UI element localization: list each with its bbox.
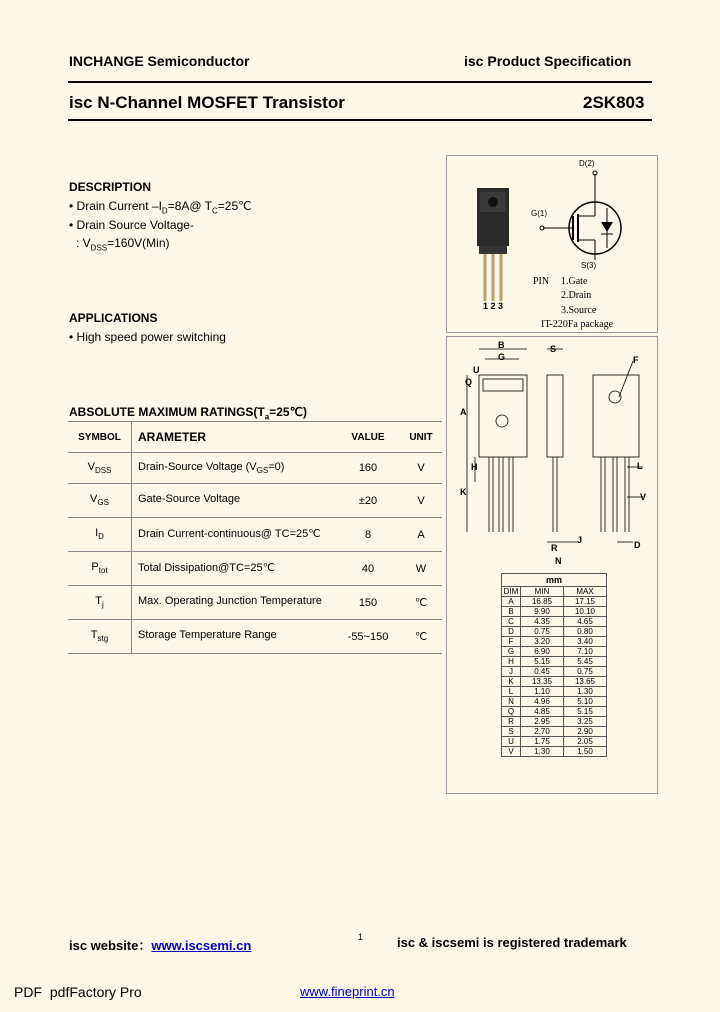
page-title: isc N-Channel MOSFET Transistor xyxy=(69,93,345,112)
dim-cell: 7.10 xyxy=(564,647,607,657)
dim-label-u: U xyxy=(473,365,480,375)
part-number: 2SK803 xyxy=(583,93,645,112)
dimension-table xyxy=(501,573,607,757)
applications-heading: APPLICATIONS xyxy=(69,311,158,325)
rating-parameter: Drain Current-continuous@ TC=25℃ xyxy=(132,518,337,552)
dim-cell: 4.96 xyxy=(521,697,564,707)
pdf-label: PDF xyxy=(14,984,42,1000)
drain-label: D(2) xyxy=(579,159,595,168)
dim-label-g: G xyxy=(498,352,506,362)
website-line: isc website：www.iscsemi.cn xyxy=(69,938,252,953)
rating-symbol: $T_j$ xyxy=(68,586,132,620)
dim-row xyxy=(502,677,607,687)
dim-cell: 10.10 xyxy=(564,607,607,617)
pdf-footer xyxy=(14,984,142,1000)
dim-row xyxy=(502,697,607,707)
dim-cell: 4.65 xyxy=(564,617,607,627)
dim-row xyxy=(502,637,607,647)
dim-label-h: H xyxy=(471,462,478,472)
dim-cell: 9.90 xyxy=(521,607,564,617)
dim-cell: 5.45 xyxy=(564,657,607,667)
rating-value: -55~150 xyxy=(336,620,400,654)
dim-label-r: R xyxy=(551,543,558,553)
rating-unit: W xyxy=(400,552,442,586)
pin-heading: PIN xyxy=(533,276,550,287)
dim-cell: 1.50 xyxy=(564,747,607,757)
dim-label-l: L xyxy=(637,461,643,471)
rating-row xyxy=(68,620,442,654)
dim-cell: 3.20 xyxy=(521,637,564,647)
col-unit: UNIT xyxy=(400,422,442,453)
gate-label: G(1) xyxy=(531,209,547,218)
dim-cell: 2.70 xyxy=(521,727,564,737)
ratings-heading: ABSOLUTE MAXIMUM $RATINGS(T_a=25℃)$ xyxy=(69,405,308,422)
dim-cell: A xyxy=(502,597,521,607)
dim-cell: 17.15 xyxy=(564,597,607,607)
dim-cell: S xyxy=(502,727,521,737)
spec-label: isc Product Specification xyxy=(464,53,632,69)
dim-cell: U xyxy=(502,737,521,747)
dim-cell: 13.65 xyxy=(564,677,607,687)
dim-row xyxy=(502,627,607,637)
dim-cell: 1.75 xyxy=(521,737,564,747)
rating-value: 40 xyxy=(336,552,400,586)
rating-value: 150 xyxy=(336,586,400,620)
website-link[interactable]: www.iscsemi.cn xyxy=(151,938,252,953)
rating-row xyxy=(68,484,442,518)
package-name: IT-220Fa package xyxy=(541,319,614,330)
dim-cell: G xyxy=(502,647,521,657)
dim-label-d: D xyxy=(634,540,641,550)
dim-unit: mm xyxy=(502,574,607,587)
title-rule xyxy=(68,119,652,121)
applications-item: • High speed power switching xyxy=(69,330,226,344)
dim-cell: F xyxy=(502,637,521,647)
rating-unit: A xyxy=(400,518,442,552)
fineprint-link[interactable]: www.fineprint.cn xyxy=(300,984,395,999)
rating-row xyxy=(68,518,442,552)
dim-cell: 3.25 xyxy=(564,717,607,727)
dim-row xyxy=(502,687,607,697)
description-line-3: : $V_{DSS}=160V(Min)$ xyxy=(76,236,170,253)
description-line-2: • Drain Source Voltage- xyxy=(69,218,194,232)
rating-value: 8 xyxy=(336,518,400,552)
source-label: S(3) xyxy=(581,261,597,270)
dim-cell: D xyxy=(502,627,521,637)
package-box xyxy=(446,155,658,333)
dim-cell: 1.30 xyxy=(521,747,564,757)
rating-symbol: $V_{GS}$ xyxy=(68,484,132,518)
rating-parameter: Gate-Source Voltage xyxy=(132,484,337,518)
dim-label-v: V xyxy=(640,492,647,502)
dim-label-b: B xyxy=(498,340,505,350)
col-value: VALUE xyxy=(336,422,400,453)
rating-row xyxy=(68,453,442,484)
ratings-table xyxy=(68,421,442,654)
rating-parameter: Drain-Source Voltage $(V_{GS}=0)$ xyxy=(132,453,337,484)
page-mark: 1 xyxy=(358,932,364,942)
rating-symbol: $V_{DSS}$ xyxy=(68,453,132,484)
dim-label-n: N xyxy=(555,556,562,566)
dim-cell: 0.45 xyxy=(521,667,564,677)
dim-label-q: Q xyxy=(465,377,473,387)
dim-label-a: A xyxy=(460,407,467,417)
rating-unit: ℃ xyxy=(400,620,442,654)
dim-cell: V xyxy=(502,747,521,757)
company-name: INCHANGE Semiconductor xyxy=(69,53,250,69)
dim-cell: 2.05 xyxy=(564,737,607,747)
ratings-header-row xyxy=(68,422,442,453)
dim-col-min: MIN xyxy=(521,587,564,597)
trademark-text: isc & iscsemi is registered trademark xyxy=(397,935,627,950)
dim-row xyxy=(502,707,607,717)
rating-unit: ℃ xyxy=(400,586,442,620)
dim-cell: J xyxy=(502,667,521,677)
dim-row xyxy=(502,667,607,677)
dim-cell: 2.90 xyxy=(564,727,607,737)
dim-cell: Q xyxy=(502,707,521,717)
dim-cell: R xyxy=(502,717,521,727)
pin-1: 1.Gate xyxy=(561,276,588,287)
dim-row xyxy=(502,617,607,627)
rating-parameter: Total Dissipation@TC=25℃ xyxy=(132,552,337,586)
dim-cell: 0.75 xyxy=(564,667,607,677)
rating-symbol: $I_D$ xyxy=(68,518,132,552)
dim-cell: 0.80 xyxy=(564,627,607,637)
col-symbol: SYMBOL xyxy=(68,422,132,453)
dim-cell: 16.85 xyxy=(521,597,564,607)
dim-cell: K xyxy=(502,677,521,687)
dim-cell: H xyxy=(502,657,521,667)
dim-row xyxy=(502,747,607,757)
rating-symbol: $P_{tot}$ xyxy=(68,552,132,586)
pin-2: 2.Drain xyxy=(561,290,592,301)
rating-row xyxy=(68,586,442,620)
dim-cell: 1.30 xyxy=(564,687,607,697)
dim-col-dim: DIM xyxy=(502,587,521,597)
rating-row xyxy=(68,552,442,586)
dim-cell: L xyxy=(502,687,521,697)
top-rule xyxy=(68,81,652,83)
dim-cell: 3.40 xyxy=(564,637,607,647)
dim-cell: 4.85 xyxy=(521,707,564,717)
dim-row xyxy=(502,597,607,607)
dimension-box xyxy=(446,336,658,794)
pin-3: 3.Source xyxy=(561,305,597,316)
rating-parameter: Max. Operating Junction Temperature xyxy=(132,586,337,620)
dim-col-max: MAX xyxy=(564,587,607,597)
dimension-table-wrap xyxy=(501,573,607,757)
dim-row xyxy=(502,717,607,727)
dim-cell: 5.10 xyxy=(564,697,607,707)
package-drawing xyxy=(447,156,657,332)
lead-numbers: 1 2 3 xyxy=(483,301,504,311)
dim-row xyxy=(502,657,607,667)
dim-row xyxy=(502,607,607,617)
dim-row xyxy=(502,727,607,737)
rating-parameter: Storage Temperature Range xyxy=(132,620,337,654)
dim-cell: 0.75 xyxy=(521,627,564,637)
ratings-table-wrap xyxy=(68,421,442,654)
dim-label-s: S xyxy=(550,344,557,354)
dim-cell: N xyxy=(502,697,521,707)
dim-label-j: J xyxy=(577,535,583,545)
dim-label-f: F xyxy=(633,355,639,365)
dim-cell: 1.10 xyxy=(521,687,564,697)
dim-cell: B xyxy=(502,607,521,617)
dim-cell: C xyxy=(502,617,521,627)
dim-cell: 5.15 xyxy=(521,657,564,667)
rating-unit: V xyxy=(400,453,442,484)
dim-label-k: K xyxy=(460,487,467,497)
dim-cell: 4.35 xyxy=(521,617,564,627)
dim-cell: 13.35 xyxy=(521,677,564,687)
col-parameter: ARAMETER xyxy=(132,422,337,453)
description-heading: DESCRIPTION xyxy=(69,180,152,194)
rating-value: 160 xyxy=(336,453,400,484)
rating-unit: V xyxy=(400,484,442,518)
dim-cell: 6.90 xyxy=(521,647,564,657)
pdf-product: pdfFactory Pro xyxy=(49,984,142,1000)
dim-row xyxy=(502,737,607,747)
description-line-1: • Drain Current $-I_D=8A@$ $T_C=25℃$ xyxy=(69,199,252,216)
dim-cell: 5.15 xyxy=(564,707,607,717)
dim-cell: 2.95 xyxy=(521,717,564,727)
dim-row xyxy=(502,647,607,657)
rating-symbol: $T_{stg}$ xyxy=(68,620,132,654)
rating-value: ±20 xyxy=(336,484,400,518)
